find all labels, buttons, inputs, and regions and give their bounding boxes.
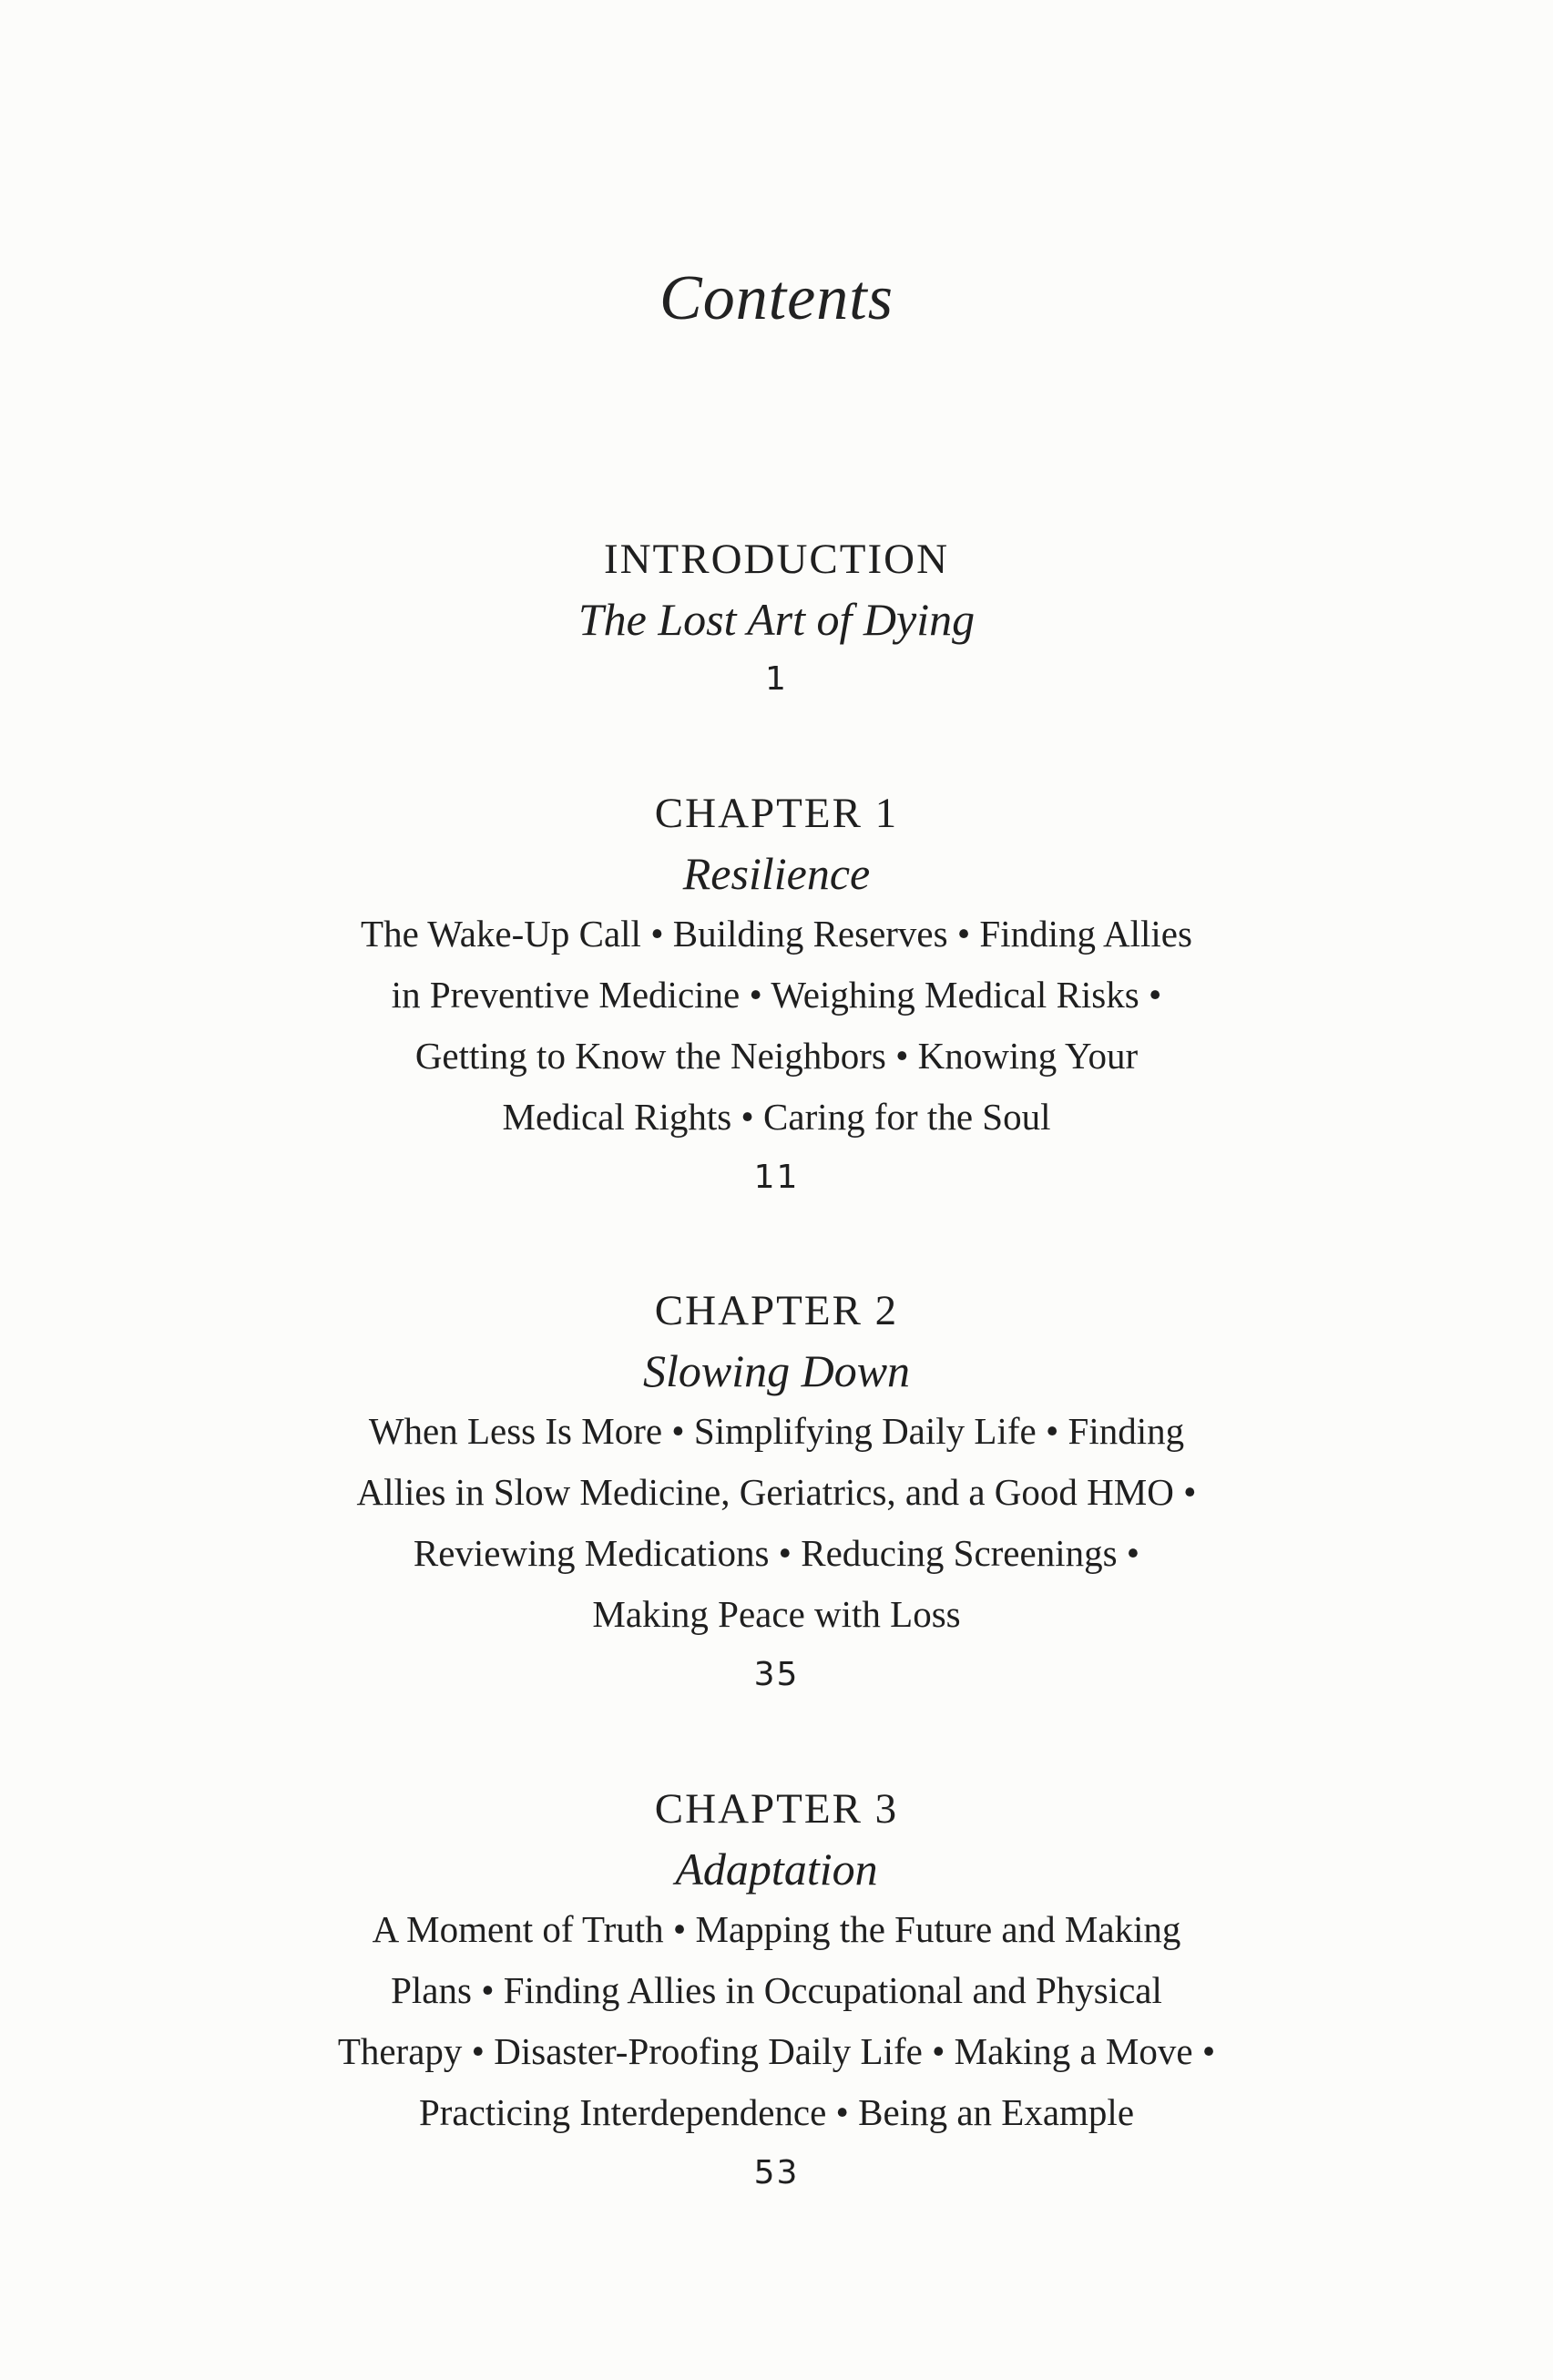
entry-title: The Lost Art of Dying — [577, 594, 976, 645]
topic-line: Therapy • Disaster-Proofing Daily Life • Making a Move • — [337, 2030, 1216, 2072]
entry-label: INTRODUCTION — [603, 536, 950, 583]
entry-title: Adaptation — [675, 1844, 878, 1895]
entry-topics — [294, 1401, 1260, 1645]
entry-page-number: 11 — [753, 1159, 800, 1196]
entry-label: CHAPTER 1 — [654, 790, 899, 837]
entry-title: Resilience — [682, 848, 871, 899]
topic-line: Plans • Finding Allies in Occupational and Physical — [391, 1969, 1162, 2011]
topic-line: Medical Rights • Caring for the Soul — [502, 1096, 1051, 1138]
toc-entry-chapter-2 — [0, 1281, 1553, 1705]
topic-line: Getting to Know the Neighbors • Knowing Your — [414, 1035, 1139, 1077]
topic-line: Reviewing Medications • Reducing Screenings • — [413, 1532, 1140, 1574]
entry-topics — [294, 1899, 1260, 2143]
entry-label: CHAPTER 2 — [654, 1287, 899, 1334]
topic-line: When Less Is More • Simplifying Daily Life • Finding — [368, 1410, 1185, 1452]
topic-line: Making Peace with Loss — [592, 1593, 961, 1635]
entry-label: CHAPTER 3 — [654, 1785, 899, 1833]
topic-line: Allies in Slow Medicine, Geriatrics, and a Good HMO • — [356, 1471, 1197, 1513]
entry-page-number: 35 — [753, 1656, 800, 1693]
page-title: Contents — [659, 263, 894, 333]
entry-page-number: 1 — [765, 660, 788, 698]
entry-page-number: 53 — [753, 2154, 800, 2191]
topic-line: in Preventive Medicine • Weighing Medical Risks • — [391, 974, 1162, 1016]
entry-title: Slowing Down — [642, 1345, 911, 1396]
toc-entry-chapter-3 — [0, 1779, 1553, 2203]
topic-line: A Moment of Truth • Mapping the Future and Making — [372, 1908, 1181, 1950]
toc-entry-introduction — [0, 529, 1553, 710]
topic-line: The Wake-Up Call • Building Reserves • Finding Allies — [361, 913, 1192, 955]
topic-line: Practicing Interdependence • Being an Example — [418, 2091, 1135, 2133]
entry-topics — [294, 904, 1260, 1148]
toc-entry-chapter-1 — [0, 783, 1553, 1208]
